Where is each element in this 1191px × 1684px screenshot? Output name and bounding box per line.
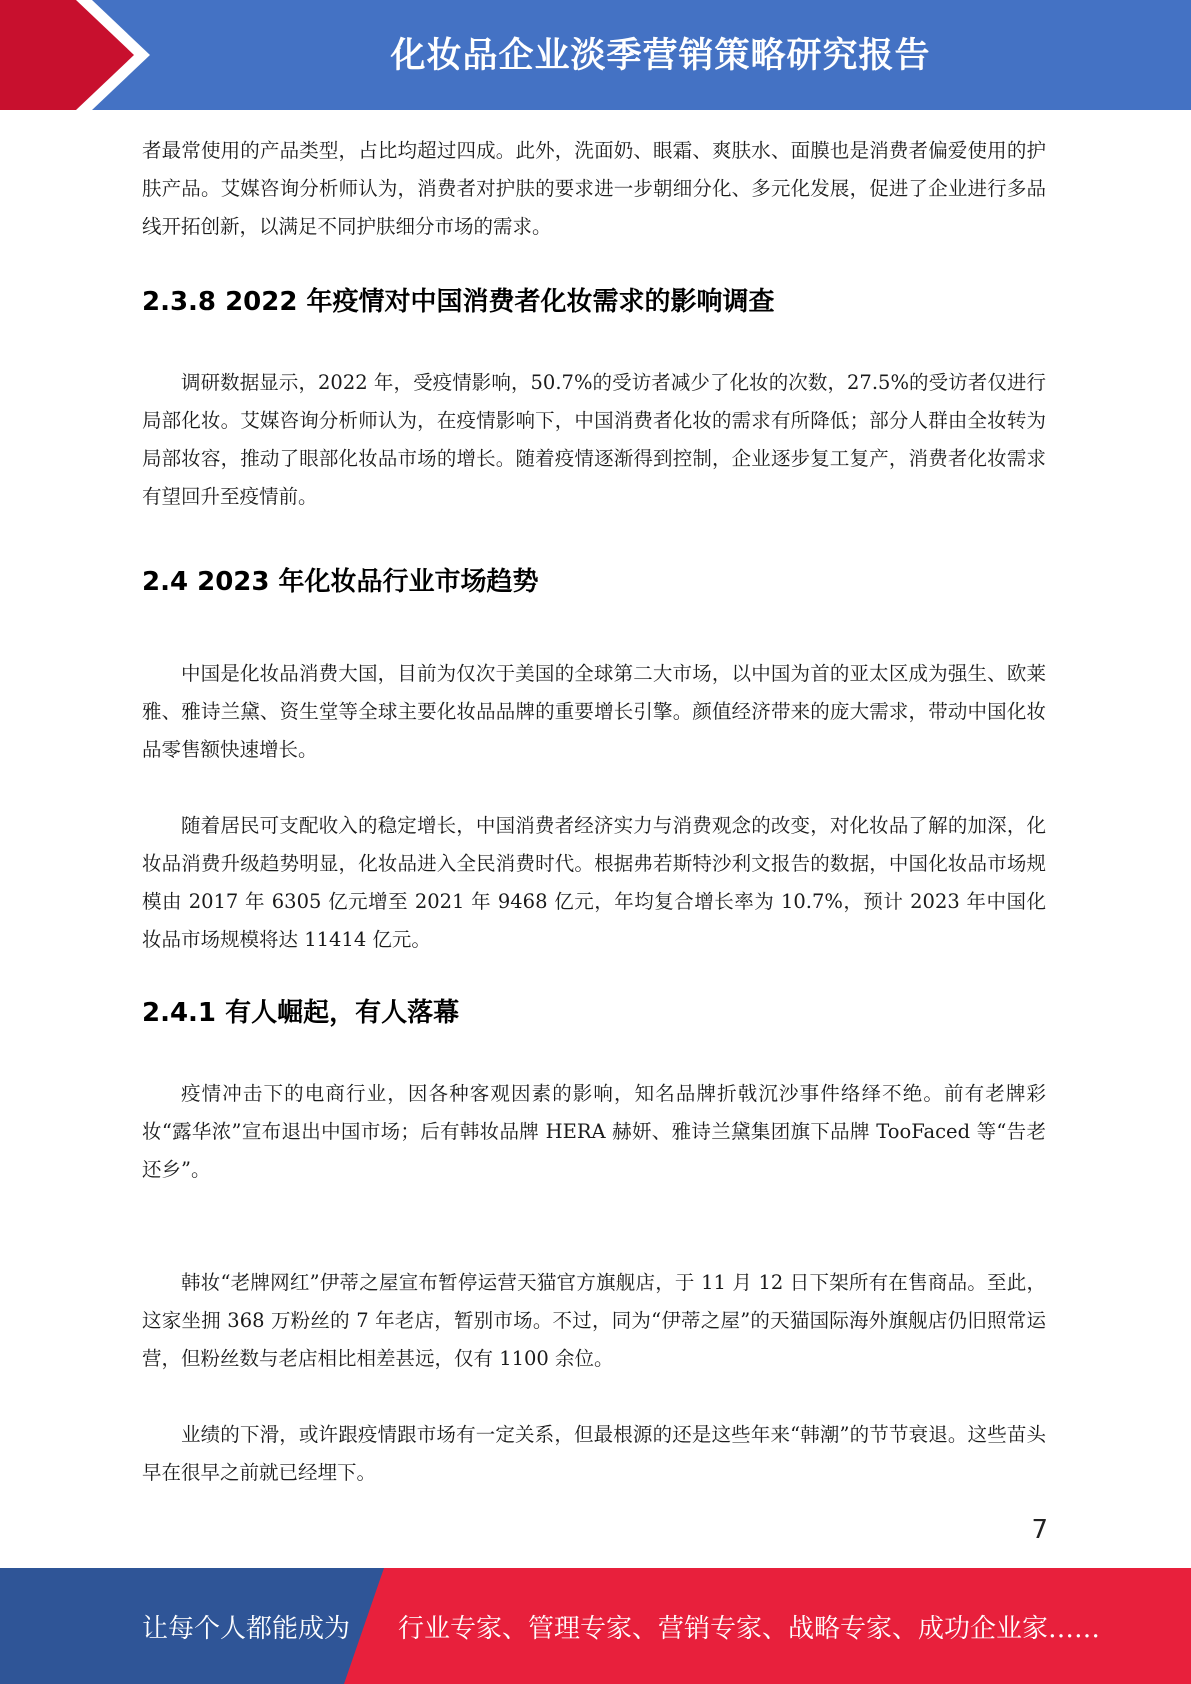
paragraph-2-4-b: 随着居民可支配收入的稳定增长，中国消费者经济实力与消费观念的改变，对化妆品了解的加深，化妆品消费升级趋势明显，化妆品进入全民消费时代。根据弗若斯特沙利文报告的数据，中国化妆品市场规模由 2017 年 6305 亿元增至 2021 年 9468 亿元，年均复合增长率为 10.7%，预计 2023 年中国化妆品市场规模将达 11414 亿元。 — [142, 814, 1046, 951]
paragraph-2-4-a: 中国是化妆品消费大国，目前为仅次于美国的全球第二大市场，以中国为首的亚太区成为强生、欧莱雅、雅诗兰黛、资生堂等全球主要化妆品品牌的重要增长引擎。颜值经济带来的庞大需求，带动中国化妆品零售额快速增长。 — [142, 662, 1046, 761]
page-number: 7 — [1031, 1515, 1048, 1545]
paragraph-2-4-1-c: 业绩的下滑，或许跟疫情跟市场有一定关系，但最根源的还是这些年来“韩潮”的节节衰退。这些苗头早在很早之前就已经埋下。 — [142, 1423, 1046, 1484]
footer-slogan-left: 让每个人都能成为 — [142, 1614, 351, 1644]
header-title: 化妆品企业淡季营销策略研究报告 — [390, 36, 931, 76]
heading-2-3-8: 2.3.8 2022 年疫情对中国消费者化妆需求的影响调查 — [142, 287, 775, 317]
paragraph-intro: 者最常使用的产品类型，占比均超过四成。此外，洗面奶、眼霜、爽肤水、面膜也是消费者偏爱使用的护肤产品。艾媒咨询分析师认为，消费者对护肤的要求进一步朝细分化、多元化发展，促进了企业进行多品线开拓创新，以满足不同护肤细分市场的需求。 — [142, 139, 1046, 238]
heading-2-4: 2.4 2023 年化妆品行业市场趋势 — [142, 567, 539, 597]
paragraph-2-4-1-b: 韩妆“老牌网红”伊蒂之屋宣布暂停运营天猫官方旗舰店，于 11 月 12 日下架所有在售商品。至此，这家坐拥 368 万粉丝的 7 年老店，暂别市场。不过，同为“伊蒂之屋”的天猫国际海外旗舰店仍旧照常运营，但粉丝数与老店相比相差甚远，仅有 1100 余位。 — [142, 1271, 1046, 1370]
heading-2-4-1: 2.4.1 有人崛起，有人落幕 — [142, 998, 460, 1028]
paragraph-2-3-8: 调研数据显示，2022 年，受疫情影响，50.7%的受访者减少了化妆的次数，27.5%的受访者仅进行局部化妆。艾媒咨询分析师认为，在疫情影响下，中国消费者化妆的需求有所降低；部分人群由全妆转为局部妆容，推动了眼部化妆品市场的增长。随着疫情逐渐得到控制，企业逐步复工复产，消费者化妆需求有望回升至疫情前。 — [142, 371, 1046, 508]
paragraph-2-4-1-a: 疫情冲击下的电商行业，因各种客观因素的影响，知名品牌折戟沉沙事件络绎不绝。前有老牌彩妆“露华浓”宣布退出中国市场；后有韩妆品牌 HERA 赫妍、雅诗兰黛集团旗下品牌 TooFaced 等“告老还乡”。 — [142, 1082, 1046, 1181]
footer-slogan-right: 行业专家、管理专家、营销专家、战略专家、成功企业家…… — [398, 1614, 1101, 1644]
page-header — [0, 0, 1191, 110]
page-footer — [0, 1568, 1191, 1684]
